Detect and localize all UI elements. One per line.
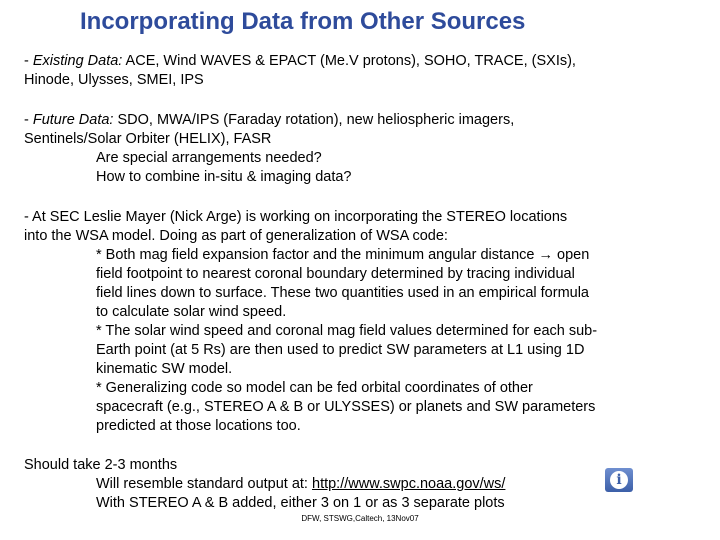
question-line: How to combine in-situ & imaging data? [96,169,352,185]
closing-paragraph: Should take 2-3 months Will resemble standard output at: http://www.swpc.noaa.gov/ws/ With STEREO A & B added, either 3 on 1 or as 3 separate plots [24,457,506,511]
info-icon[interactable] [605,468,633,492]
footer-credit: DFW, STSWG,Caltech, 13Nov07 [301,514,419,523]
right-arrow-icon: → [538,247,554,263]
future-data-paragraph: - Future Data: SDO, MWA/IPS (Faraday rotation), new heliospheric imagers, Sentinels/Solar Orbiter (HELIX), FASR Are special arrangements needed? How to combine in-situ & imaging data? [24,112,515,185]
slide-title: Incorporating Data from Other Sources [80,8,526,35]
existing-data-paragraph: - Existing Data: ACE, Wind WAVES & EPACT (Me.V protons), SOHO, TRACE, (SXIs), Hinode, Ulysses, SMEI, IPS [24,53,576,88]
info-icon-glyph: i [610,471,628,489]
existing-data-label: Existing Data: [32,53,123,69]
swpc-link[interactable]: http://www.swpc.noaa.gov/ws/ [312,476,506,492]
future-data-label: Future Data: [32,112,114,128]
bullet-line: * Generalizing code so model can be fed orbital coordinates of other [96,380,533,396]
question-line: Are special arrangements needed? [96,150,322,166]
sec-wsa-paragraph: - At SEC Leslie Mayer (Nick Arge) is working on incorporating the STEREO locations into the WSA model. Doing as part of generalization of WSA code: * Both mag field expansion factor and the minimum angular distance → open field footpoint to nearest coronal boundary determined by tracing individual field lines down to surface. These two quantities used in an empirical formula to calculate solar wind speed. * The solar wind speed and coronal mag field values determined for each sub- Earth point (at 5 Rs) are then used to predict SW parameters at L1 using 1D kinematic SW model. * Generalizing code so model can be fed orbital coordinates of other spacecraft (e.g., STEREO A & B or ULYSSES) or planets and SW parameters predicted at those locations too. [24,209,598,434]
bullet-line: * Both mag field expansion factor and the minimum angular distance → open [96,247,590,263]
bullet-line: * The solar wind speed and coronal mag field values determined for each sub- [96,323,598,339]
